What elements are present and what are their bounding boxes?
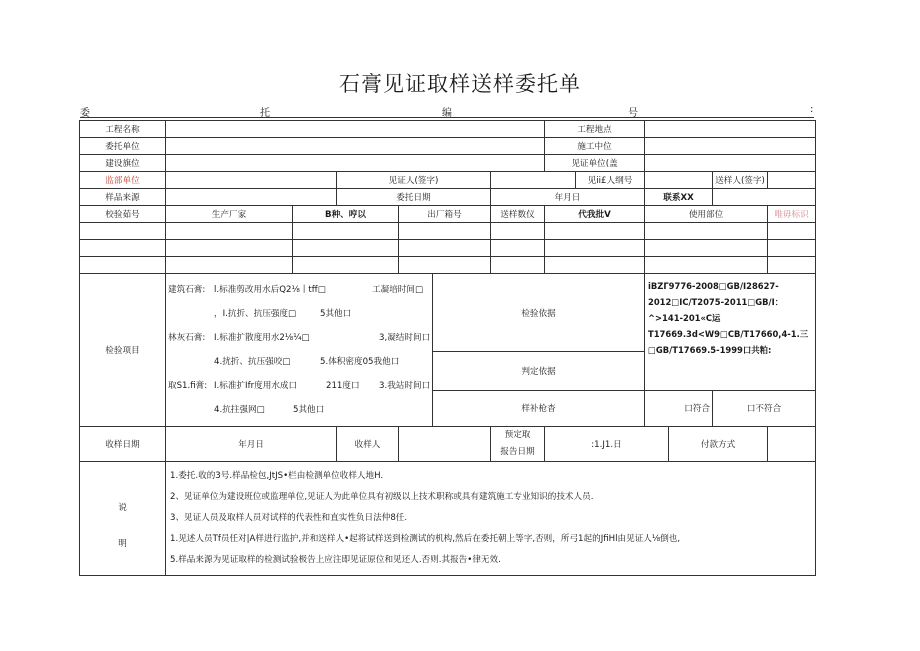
note-item: 3、见证人员及取样人员对试样的代表性和直实性负日法仲8任. [170,513,408,523]
notes-label [80,462,166,576]
sample-cell[interactable] [491,240,545,257]
item-checkbox[interactable]: 211度口 [326,381,360,391]
note-item: 1.委托.收的3号.样品检包,JtJS•栏由检测单位收样人地H. [170,471,384,481]
row-project [80,121,816,138]
row-source [80,189,816,206]
lime-gypsum-line-1 [168,326,430,350]
receive-date-label: 收样日期 [80,427,166,462]
sender-sign-label: 送样人(签字) [713,172,768,189]
notes-list [166,462,816,576]
items-label: 检验项目 [80,274,166,427]
project-name-value[interactable] [166,121,545,138]
fail-checkbox[interactable]: 口不符合 [713,390,816,426]
note-item: 1.见述人员Tf员任对|A样进行监护,并和送样人•起将试样送到检测试的机构,然后在委托朝上等字,否则，所弓1起的JfiHl由见证人⅛倒也, [170,534,681,544]
lime-gypsum-label: 林灰石膏: [168,333,206,343]
witness-sign-value[interactable] [491,172,576,189]
sample-cell[interactable] [399,240,491,257]
project-name-label: 工程名称 [80,121,166,138]
receiver-value[interactable] [399,427,491,462]
sample-cell[interactable] [645,240,768,257]
fi-gypsum-line-2 [168,398,430,422]
item-checkbox[interactable]: 5.体积密度05我他口 [320,357,400,367]
witness-unit-label: 见证单位(盖 [545,155,645,172]
maker-header: 生产厂家 [166,206,293,223]
sample-cell[interactable] [166,223,293,240]
serial-number-row [80,104,816,118]
sample-cell[interactable] [399,257,491,274]
judge-label: 判定依据 [433,352,645,391]
mark-header: 唯毋标识 [768,206,816,223]
sample-cell[interactable] [491,223,545,240]
serial-char-3: 编 [442,108,452,119]
sample-cell[interactable] [166,257,293,274]
client-unit-label: 委托单位 [80,138,166,155]
receiver-label: 收样人 [337,427,399,462]
sender-sign-value[interactable] [768,172,816,189]
report-date-label [491,427,545,462]
client-unit-value[interactable] [166,138,545,155]
supervision-unit-value[interactable] [166,172,337,189]
witness-id-label: 见ii£人纲号 [576,172,645,189]
sample-cell[interactable] [645,257,768,274]
item-checkbox[interactable]: 3,凝结时间口 [379,333,431,343]
sample-cell[interactable] [399,223,491,240]
item-checkbox[interactable]: ，I.抗折、抗压强度□ [214,309,297,319]
contact-value[interactable] [713,189,816,206]
basis-text: iBZΓ9776-2008□GB/I28627-2012□IC/T2075-2011□GB/I：^>141-201«C运T17669.3d<W9□CB/T17660,4-1.三□GB/T17669.5-1999口共粕: [645,274,816,391]
sample-cell[interactable] [545,223,645,240]
builder-unit-label: 建设旗位 [80,155,166,172]
sample-cell[interactable] [491,257,545,274]
payment-value[interactable] [768,427,816,462]
item-checkbox[interactable]: 3.我站时间口 [379,381,431,391]
serial-char-4: 号 [628,108,638,119]
use-part-header: 使用部位 [645,206,768,223]
witness-id-value[interactable] [645,172,713,189]
row-items [80,274,816,352]
row-client [80,138,816,155]
sample-cell[interactable] [80,223,166,240]
fi-gypsum-line-1 [168,374,430,398]
sample-source-label: 样品来源 [80,189,166,206]
building-gypsum-label: 建筑石膏: [168,285,206,295]
sample-cell[interactable] [645,223,768,240]
serial-char-2: 托 [260,108,270,119]
entrust-date-label: 委托日期 [337,189,491,206]
building-gypsum-line-1 [168,278,430,302]
sample-cell[interactable] [80,257,166,274]
row-supervision [80,172,816,189]
sample-cell[interactable] [293,257,399,274]
entrust-form-table [79,120,816,576]
item-checkbox[interactable]: 4.抗拄强网□ [214,405,265,415]
check-no-header: 校验茹号 [80,206,166,223]
pass-checkbox[interactable]: 口符合 [645,390,713,426]
sample-row [80,223,816,240]
rep-batch-header: 代我批V [545,206,645,223]
contact-label: 联系XX [645,189,713,206]
witness-unit-value[interactable] [645,155,816,172]
witness-sign-label: 见证人(签字) [337,172,491,189]
receive-date-value[interactable]: 年月日 [166,427,337,462]
sample-cell[interactable] [545,257,645,274]
sample-cell[interactable] [768,223,816,240]
note-item: 5.样品来源为见证取样的检测试验极告上应注即见证原位和见还人.否则.其报告•律无效. [170,555,501,565]
serial-underline [80,117,814,118]
construction-unit-label: 施工中位 [545,138,645,155]
quantity-header: 送样数仪 [491,206,545,223]
lime-gypsum-line-2 [168,350,430,374]
note-item: 2、见证单位为建设班位或监理单位,见证人为此单位具有初级以上技术职称或具有建筑施工专业知识的技术人员. [170,492,594,502]
entrust-date-value[interactable]: 年月日 [491,189,645,206]
basis-label: 检验依据 [433,274,645,352]
items-list [166,274,433,427]
sample-check-label: 样补枪杳 [433,390,645,426]
serial-char-1: 委 [80,108,90,119]
sample-cell[interactable] [166,240,293,257]
sample-cell[interactable] [768,257,816,274]
item-checkbox[interactable]: l.标准剪改用水后Q2⅛丨tff□ [214,285,326,295]
item-checkbox[interactable]: I.标准扩散度用水2⅛¼□ [214,333,310,343]
construction-unit-value[interactable] [645,138,816,155]
project-location-label: 工程地点 [545,121,645,138]
builder-unit-value[interactable] [166,155,545,172]
batch-no-header: 出厂箱号 [399,206,491,223]
scheduled-text: 预定取 [504,430,531,440]
item-checkbox[interactable]: 4.扰折、抗压强咬□ [214,357,291,367]
report-date-text: 报告日期 [500,447,535,457]
serial-char-5: : [810,104,814,115]
notes-label-1: 说 [118,502,127,513]
supervision-unit-label: 监部单位 [80,172,166,189]
payment-label: 付款方式 [669,427,768,462]
notes-label-2: 明 [118,538,127,549]
fi-gypsum-label: 取S1.fi膏: [168,381,208,391]
sample-row [80,240,816,257]
project-location-value[interactable] [645,121,816,138]
sample-cell[interactable] [293,240,399,257]
sample-cell[interactable] [545,240,645,257]
item-checkbox[interactable]: 5其他口 [320,309,352,319]
report-date-value[interactable]: :1.J1.日 [545,427,669,462]
item-checkbox[interactable]: I.标准扩Ifr度用水成口 [214,381,298,391]
sample-source-value[interactable] [166,189,337,206]
row-receive [80,427,816,462]
sample-cell[interactable] [80,240,166,257]
item-checkbox[interactable]: 5其他口 [293,405,325,415]
building-gypsum-line-2 [168,302,430,326]
row-builder [80,155,816,172]
sample-table-header [80,206,816,223]
variety-header: B种、哼以 [293,206,399,223]
item-checkbox[interactable]: 工凝培时间□ [372,285,424,295]
sample-cell[interactable] [768,240,816,257]
form-title: 石膏见证取样送样委托单 [339,72,581,96]
sample-row [80,257,816,274]
row-notes [80,462,816,576]
sample-cell[interactable] [293,223,399,240]
